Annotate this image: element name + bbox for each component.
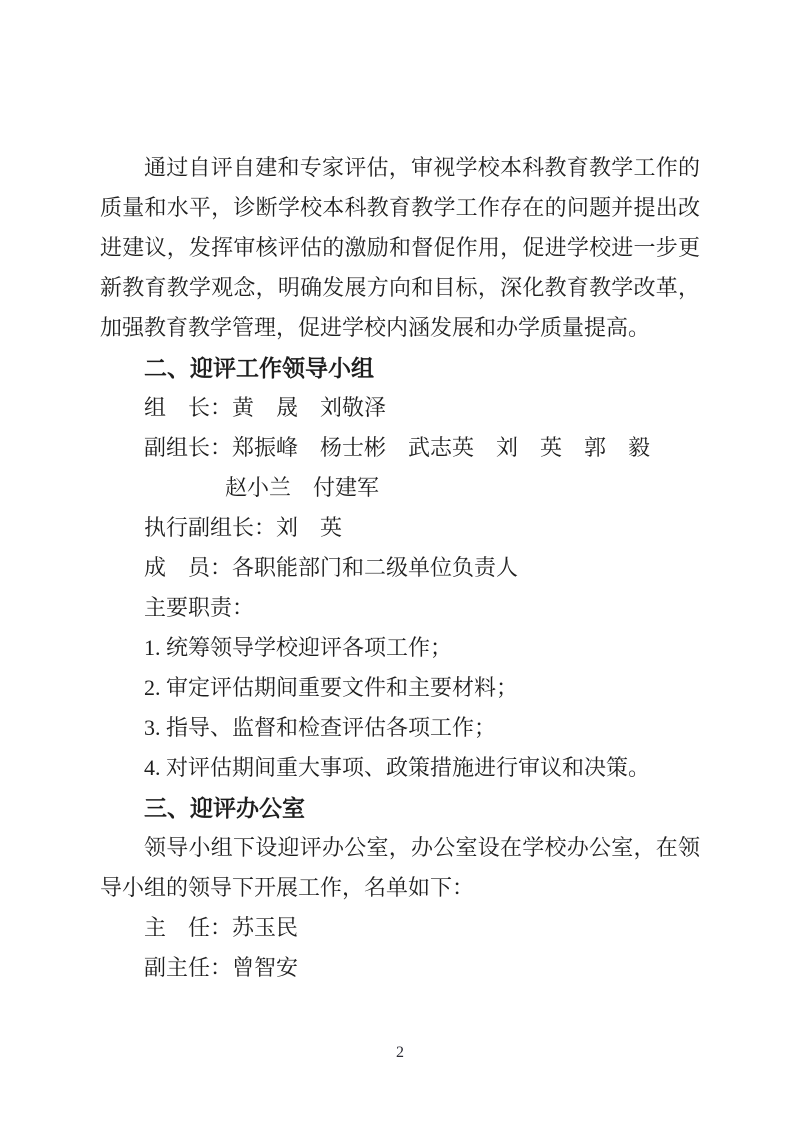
roster-line: 执行副组长：刘 英: [144, 515, 343, 540]
section-heading: 二、迎评工作领导小组: [144, 355, 374, 381]
roster-line: 副主任：曾智安: [144, 955, 299, 980]
paragraph-line: 导小组的领导下开展工作，名单如下：: [100, 875, 475, 900]
paragraph-line: 领导小组下设迎评办公室，办公室设在学校办公室，在领: [144, 835, 700, 860]
document-body: [100, 148, 700, 988]
paragraph-line: 加强教育教学管理，促进学校内涵发展和办学质量提高。: [100, 315, 651, 340]
paragraph-line: 进建议，发挥审核评估的激励和督促作用，促进学校进一步更: [100, 235, 700, 260]
numbered-duty: 4. 对评估期间重大事项、政策措施进行审议和决策。: [144, 755, 651, 780]
numbered-duty: 3. 指导、监督和检查评估各项工作；: [144, 715, 497, 740]
page-number: 2: [396, 1044, 404, 1061]
roster-line: 成 员：各职能部门和二级单位负责人: [144, 555, 519, 580]
roster-line: 副组长：郑振峰 杨士彬 武志英 刘 英 郭 毅: [144, 435, 651, 460]
paragraph-line: 质量和水平，诊断学校本科教育教学工作存在的问题并提出改: [100, 195, 700, 220]
roster-line: 主 任：苏玉民: [144, 915, 299, 940]
page-footer: [0, 1042, 800, 1064]
label-line: 主要职责：: [144, 595, 255, 620]
section-heading: 三、迎评办公室: [144, 795, 305, 821]
numbered-duty: 2. 审定评估期间重要文件和主要材料；: [144, 675, 519, 700]
roster-line: 组 长：黄 晟 刘敬泽: [144, 395, 387, 420]
paragraph-line: 新教育教学观念，明确发展方向和目标，深化教育教学改革，: [100, 275, 700, 300]
paragraph-line: 通过自评自建和专家评估，审视学校本科教育教学工作的: [144, 155, 700, 180]
numbered-duty: 1. 统筹领导学校迎评各项工作；: [144, 635, 453, 660]
roster-line-continuation: 赵小兰 付建军: [225, 475, 380, 500]
